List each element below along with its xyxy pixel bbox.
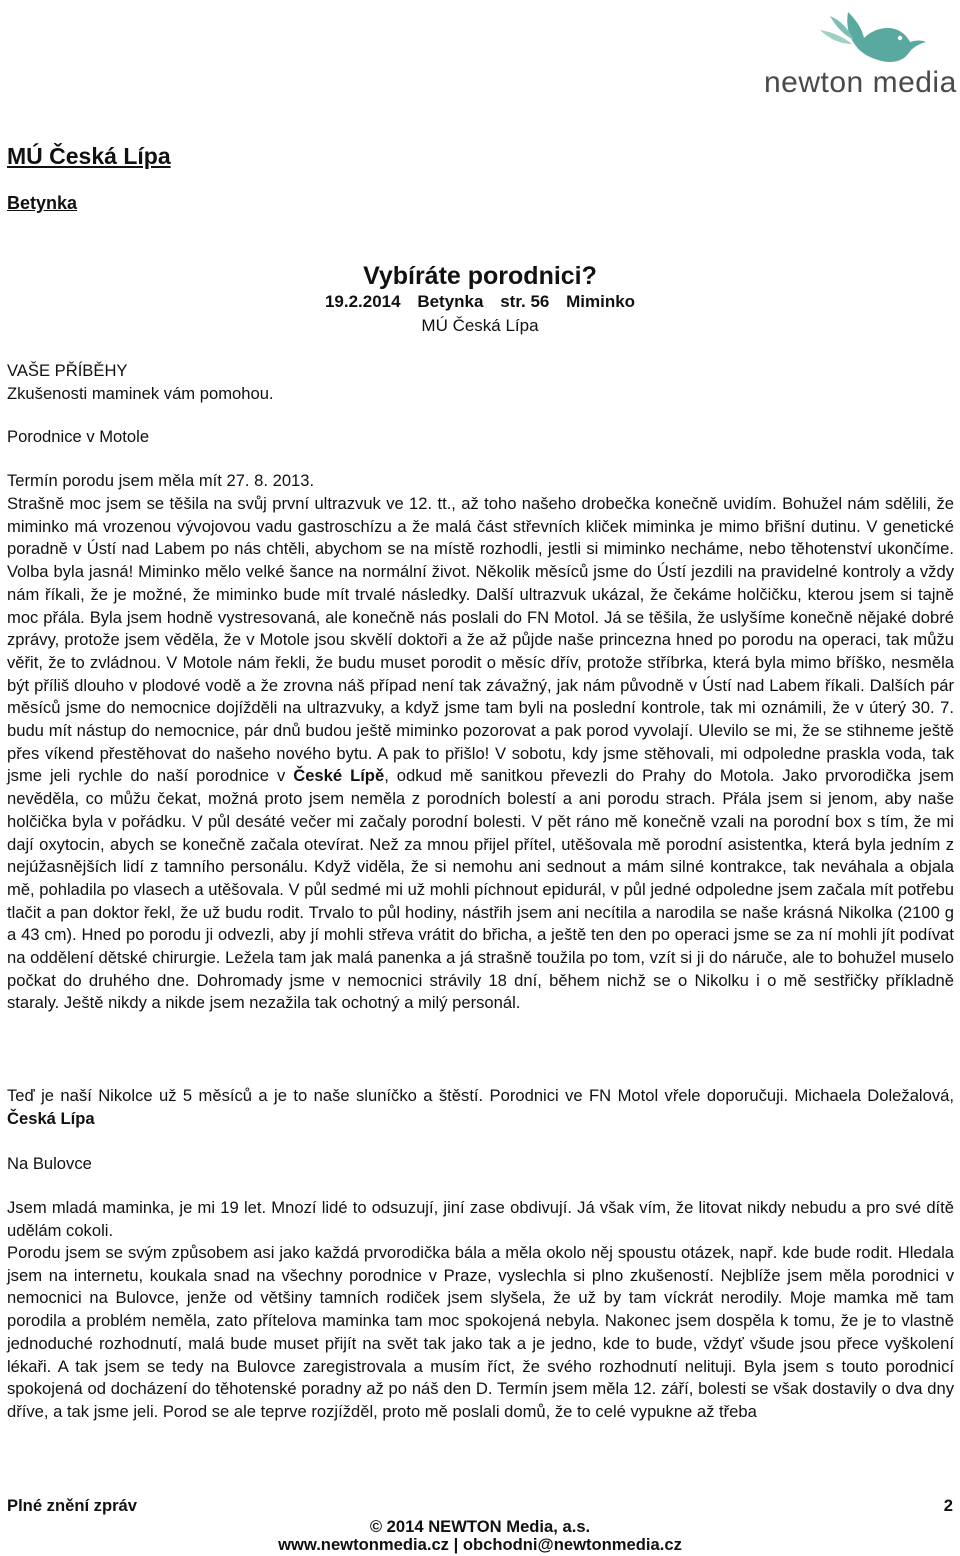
story-heading: Porodnice v Motole <box>7 427 150 446</box>
email-link[interactable]: obchodni@newtonmedia.cz <box>462 1535 682 1554</box>
newton-media-logo <box>760 6 956 98</box>
subtitle: Zkušenosti maminek vám pomohou. <box>7 384 274 403</box>
copyright: © 2014 NEWTON Media, a.s. <box>369 1517 591 1536</box>
paragraph: Jsem mladá maminka, je mi 19 let. Mnozí lidé to odsuzují, jiní zase obdivují. Já však vím, že litovat nikdy nebudu a pro své dítě udělám cokoli. <box>7 1198 954 1240</box>
article-title: Vybíráte porodnici? <box>363 262 597 290</box>
article-page: str. 56 <box>500 292 550 311</box>
paragraph: Termín porodu jsem měla mít 27. 8. 2013. <box>7 471 315 490</box>
website-link[interactable]: www.newtonmedia.cz <box>278 1535 449 1554</box>
highlight: České Lípě <box>293 766 385 786</box>
page-number: 2 <box>943 1496 953 1515</box>
bird-icon <box>818 6 928 66</box>
footer-label: Plné znění zpráv <box>7 1496 138 1515</box>
paragraph-text: , odkud mě sanitkou převezli do Prahy do Motola. Jako prvorodička jsem nevěděla, co můžu čekat, možná proto jsem neměla z porodních bolestí a ani porodu strach. Přála jsem si jenom, aby naše holčička byla v pořádku. V půl desáté večer mi začaly porodní bolesti. V pět ráno mě konečně vzali na porodní box s tím, že mi dají oxytocin, abych se konečně začala otevírat. Než za mnou přijel přítel, utěšovala mě porodní asistentka, která byla jedním z nejúžasnějších lidí z tamního personálu. Když viděla, že si nemohu ani sednout a mám silné kontrakce, tak neváhala a objala mě, pohladila po vlasech a utěšovala. V půl sedmé mi už mohli píchnout epidurál, v půl jedné odpoledne jsem začala mít potřebu tlačit a pan doktor řekl, že už budu rodit. Trvalo to půl hodiny, nástřih jsem ani necítila a narodila se naše krásná Nikolka (2100 g a 43 cm). Hned po porodu ji odvezli, aby jí mohli střeva vrátit do břicha, a ještě ten den po operaci jsme se za ní mohli jít podívat na oddělení dětské chirurgie. Ležela tam jak malá panenka a já strašně toužila po tom, vzít si ji do náruče, ale to bohužel muselo počkat do druhého dne. Dohromady jsme v nemocnici strávily 18 dní, během nichž se o Nikolku i o mě sestřičky příkladně staraly. Ještě nikdy a nikde jsem nezažila tak ochotný a milý personál. <box>7 766 955 1013</box>
footer-links <box>0 1535 960 1555</box>
paragraph <box>7 493 954 1015</box>
article-section: Miminko <box>566 292 636 311</box>
article-publication: Betynka <box>417 292 484 311</box>
kicker: VAŠE PŘÍBĚHY <box>7 361 128 380</box>
source-name-link[interactable]: MÚ Česká Lípa <box>7 143 171 169</box>
paragraph <box>7 1085 954 1130</box>
separator: | <box>453 1535 459 1554</box>
article-date: 19.2.2014 <box>324 292 401 311</box>
article-meta <box>0 292 960 312</box>
article-source: MÚ Česká Lípa <box>421 316 539 335</box>
logo-wordmark: newton media <box>764 66 957 99</box>
paragraph-text: Strašně moc jsem se těšila na svůj první ultrazvuk ve 12. tt., až toho našeho drobečka konečně uvidím. Bohužel nám sdělili, že miminko má vrozenou vývojovou vadu gastroschízu a že malá část střevních kliček miminka je mimo břišní dutinu. V genetické poradně v Ústí nad Labem po nás chtěli, abychom se na místě rozhodli, jestli si miminko necháme, nebo těhotenství ukončíme. Volba byla jasná! Miminko mělo velké šance na normální život. Několik měsíců jsme do Ústí jezdili na pravidelné kontroly a vždy nám říkali, že je možné, že miminko bude mít trvalé následky. Další ultrazvuk ukázal, že čekáme holčičku, kterou jsem si tajně moc přála. Byla jsem hodně vystresovaná, ale konečně nás poslali do FN Motol. Já se těšila, že uslyšíme konečně nějaké dobré zprávy, protože jsem věděla, že v Motole jsou skvělí doktoři a že až půjde naše princezna hned po porodu na operaci, tak můžu věřit, že to zvládnou. V Motole nám řekli, že budu muset porodit o měsíc dřív, protože stříbrka, která byla mimo bříško, nesměla být příliš dlouho v plodové vodě a že zrovna náš případ není tak závažný, jak nám původně v Ústí nad Labem říkali. Dalších pár měsíců jsme do nemocnice dojížděli na ultrazvuky, a když jsme tam byli na poslední kontrole, tak mi oznámili, že v úterý 30. 7. budu mít nástup do nemocnice, pár dnů budou ještě miminko pozorovat a pak porod vyvolají. Ulevilo se mi, že se stihneme ještě přes víkend přestěhovat do našeho nového bytu. A pak to přišlo! V sobotu, kdy jsme stěhovali, mi odpoledne praskla voda, tak jsme jeli rychle do naší porodnice v <box>7 494 954 786</box>
story-heading: Na Bulovce <box>7 1154 92 1173</box>
highlight: Česká Lípa <box>7 1108 95 1128</box>
publication-link[interactable]: Betynka <box>7 193 78 213</box>
paragraph: Porodu jsem se svým způsobem asi jako každá prvorodička bála a měla okolo něj spoustu otázek, např. kde bude rodit. Hledala jsem na internetu, koukala snad na všechny porodnice v Praze, vyslechla si plno zkušeností. Nejblíže jsem měla porodnici v nemocnici na Bulovce, jenže od většiny tamních rodiček jsem slyšela, že už by tam víckrát nerodily. Moje mamka mě tam porodila a problém neměla, zato přítelova maminka tam moc spokojená nebyla. Nakonec jsem dospěla k tomu, že je to vlastně jednoduché rozhodnutí, malá bude muset přijít na svět tak jako tak a je jedno, kde to bude, vždyť všude jsou přece vyškolení lékaři. A tak jsem se tedy na Bulovce zaregistrovala a musím říct, že svého rozhodnutí nelituji. Byla jsem s touto porodnicí spokojená od docházení do těhotenské poradny až po náš den D. Termín jsem měla 12. září, bolesti se však dostavily o dva dny dříve, a tak jsme jeli. Porod se ale teprve rozjížděl, proto mě poslali domů, že to celé vypukne až třeba <box>7 1243 954 1421</box>
paragraph-text: Teď je naší Nikolce už 5 měsíců a je to naše sluníčko a štěstí. Porodnici ve FN Motol vřele doporučuji. Michaela Doležalová, <box>7 1086 954 1105</box>
